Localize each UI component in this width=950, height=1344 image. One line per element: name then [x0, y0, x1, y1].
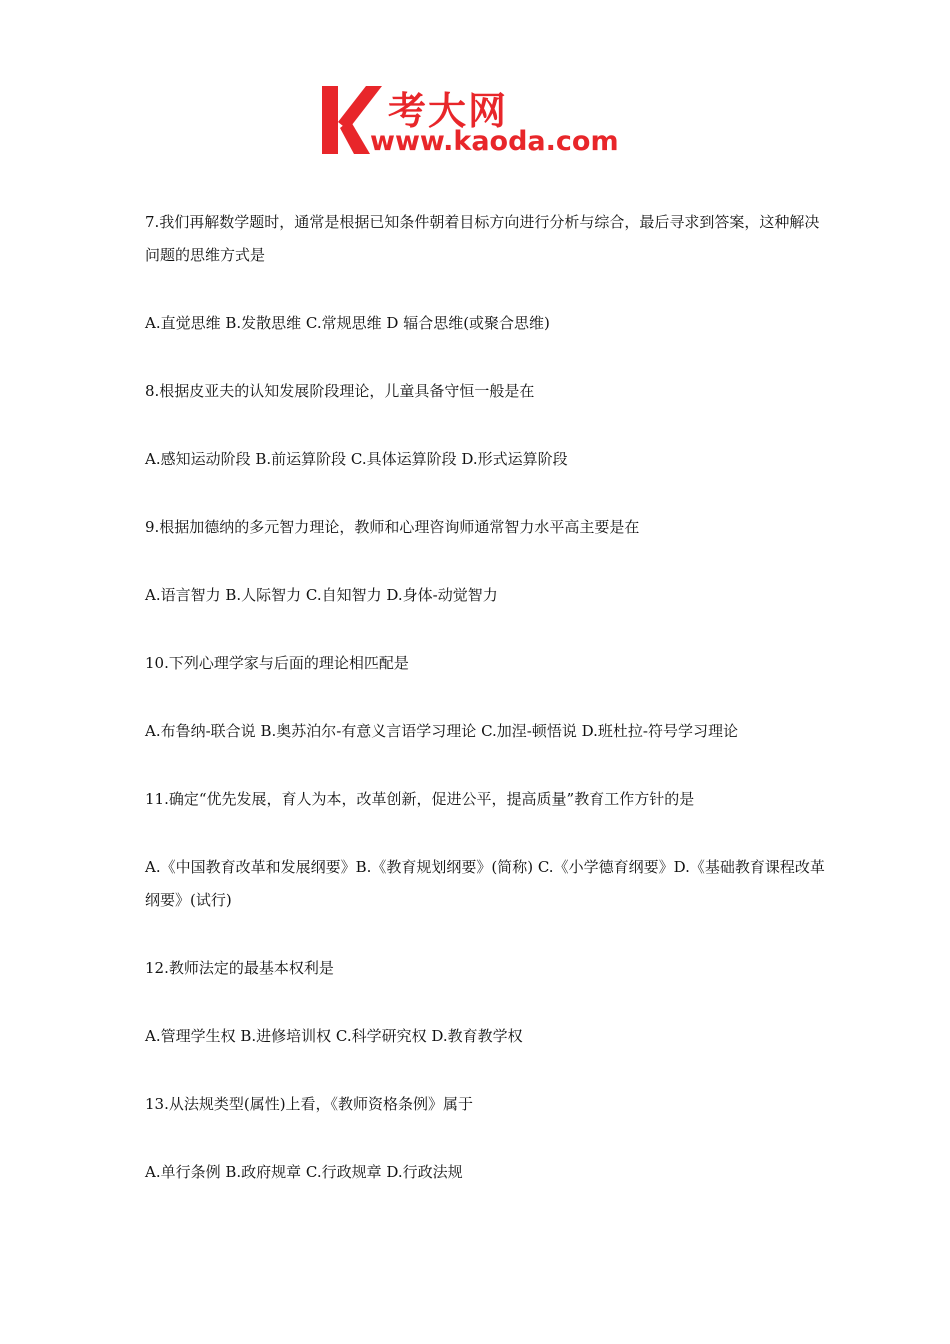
- options-13: A.单行条例 B.政府规章 C.行政规章 D.行政法规: [145, 1163, 463, 1181]
- brand-name: 考大网: [388, 89, 509, 133]
- options-10: A.布鲁纳-联合说 B.奥苏泊尔-有意义言语学习理论 C.加涅-顿悟说 D.班杜拉-符号学习理论: [145, 722, 738, 740]
- question-9: 9.根据加德纳的多元智力理论，教师和心理咨询师通常智力水平高主要是在: [145, 518, 640, 536]
- options-11: A.《中国教育改革和发展纲要》B.《教育规划纲要》(简称) C.《小学德育纲要》D.《基础教育课程改革纲要》(试行): [145, 858, 825, 909]
- options-8: A.感知运动阶段 B.前运算阶段 C.具体运算阶段 D.形式运算阶段: [145, 450, 568, 468]
- options-12: A.管理学生权 B.进修培训权 C.科学研究权 D.教育教学权: [145, 1027, 523, 1045]
- question-11: 11.确定“优先发展，育人为本，改革创新，促进公平，提高质量”教育工作方针的是: [145, 790, 695, 808]
- question-10: 10.下列心理学家与后面的理论相匹配是: [145, 654, 409, 672]
- question-list: [145, 206, 825, 1189]
- question-13: 13.从法规类型(属性)上看，《教师资格条例》属于: [145, 1095, 474, 1113]
- brand-url: www.kaoda.com: [370, 126, 619, 157]
- question-7: 7.我们再解数学题时，通常是根据已知条件朝着目标方向进行分析与综合，最后寻求到答案，这种解决问题的思维方式是: [145, 213, 820, 264]
- kaoda-logo: [318, 80, 638, 162]
- options-9: A.语言智力 B.人际智力 C.自知智力 D.身体-动觉智力: [145, 586, 498, 604]
- options-7: A.直觉思维 B.发散思维 C.常规思维 D 辐合思维(或聚合思维): [145, 314, 550, 332]
- question-8: 8.根据皮亚夫的认知发展阶段理论，儿童具备守恒一般是在: [145, 382, 535, 400]
- question-12: 12.教师法定的最基本权利是: [145, 959, 334, 977]
